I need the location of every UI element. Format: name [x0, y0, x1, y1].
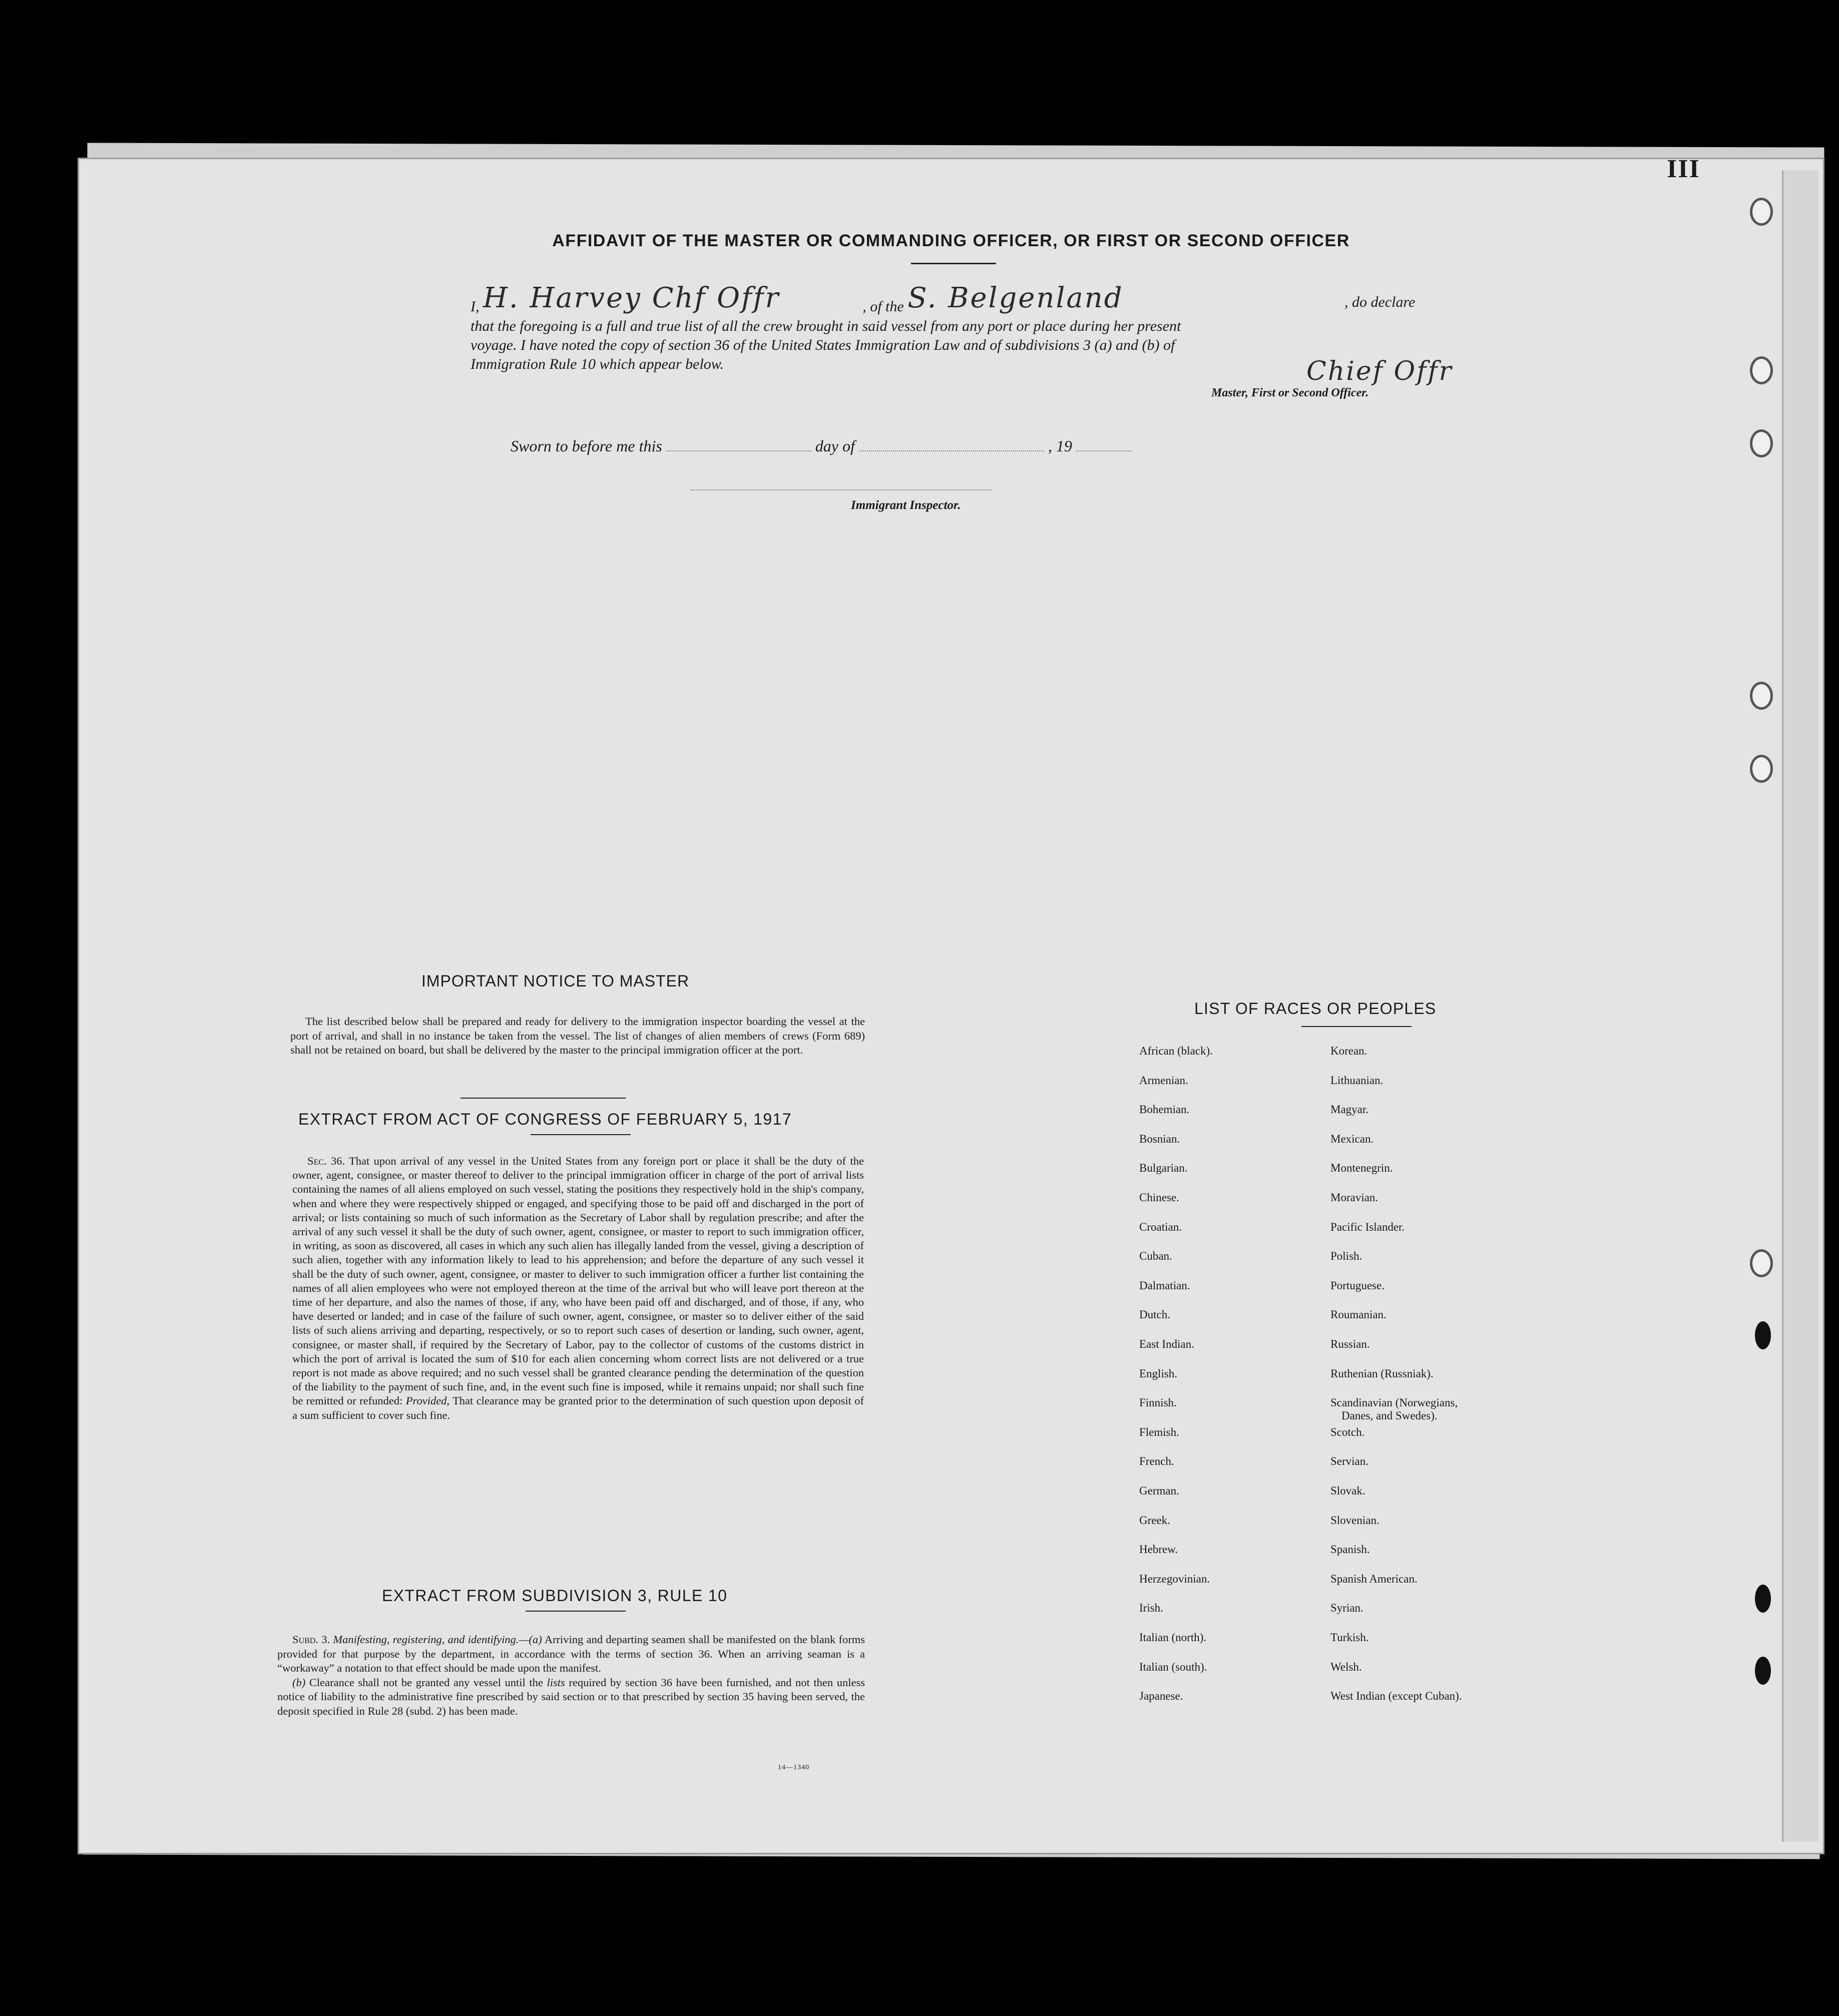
race-item: Welsh. [1330, 1660, 1362, 1673]
sworn-year: , 19 [1048, 437, 1072, 455]
race-item: Servian. [1330, 1455, 1369, 1468]
race-item: East Indian. [1139, 1338, 1194, 1350]
binder-hole-icon [1755, 1657, 1771, 1685]
extract-act-title: EXTRACT FROM ACT OF CONGRESS OF FEBRUARY 5, 1917 [298, 1110, 792, 1128]
race-item: Syrian. [1330, 1602, 1363, 1615]
race-item: Scandinavian (Norwegians, [1330, 1396, 1458, 1409]
rule-10-text [277, 1633, 865, 1718]
notice-text: The list described below shall be prepared and ready for delivery to the immigration inspector boarding the vessel at the port of arrival, and shall in no instance be taken from the vessel. The list of changes of alien members of crews (Form 689) shall not be retained on board, but shall be delivered by the master to the principal immigration officer at the port. [290, 1015, 865, 1056]
race-item: Pacific Islander. [1330, 1220, 1405, 1233]
declaration-line-2: that the foregoing is a full and true list of all the crew brought in said vessel from any port or place during her present [471, 318, 1181, 334]
section-36-text [292, 1154, 864, 1422]
inspector-caption: Immigrant Inspector. [851, 498, 961, 512]
binder-hole-icon [1750, 429, 1773, 457]
race-item: Magyar. [1330, 1103, 1369, 1116]
race-item: Italian (north). [1139, 1631, 1207, 1644]
race-item: French. [1139, 1455, 1174, 1468]
race-item: Chinese. [1139, 1191, 1179, 1204]
race-item: Slovenian. [1330, 1514, 1380, 1527]
race-item: Flemish. [1139, 1425, 1179, 1438]
vessel-name: S. Belgenland [907, 282, 1124, 314]
race-item: Bulgarian. [1139, 1162, 1188, 1175]
race-item: Korean. [1330, 1045, 1367, 1057]
binder-hole-icon [1750, 356, 1773, 384]
para-b-text-2: required by section 36 have been furnished, and not then unless notice of liability to the administrative fine prescribed by said section or to that prescribed by section 35 having been served, the deposit specified in Rule 28 (subd. 2) has been made. [277, 1676, 865, 1717]
declaration-line-4: Immigration Rule 10 which appear below. [471, 356, 724, 372]
binder-hole-icon [1750, 198, 1773, 226]
para-b-text-1: Clearance shall not be granted any vessel until the [309, 1676, 543, 1689]
race-item: Portuguese. [1330, 1279, 1385, 1292]
race-item: Slovak. [1330, 1484, 1365, 1497]
race-item: Croatian. [1139, 1220, 1182, 1233]
extract-rule-title: EXTRACT FROM SUBDIVISION 3, RULE 10 [382, 1587, 728, 1605]
binder-hole-icon [1755, 1321, 1771, 1349]
do-declare-label: , do declare [1344, 294, 1416, 310]
race-item: English. [1139, 1367, 1178, 1380]
race-item: Roumanian. [1330, 1308, 1387, 1321]
manifest-page [78, 158, 1824, 1854]
race-item: Mexican. [1330, 1132, 1374, 1145]
proviso-label: Provided, [405, 1394, 450, 1407]
para-b-label: (b) [292, 1676, 306, 1689]
race-item: Danes, and Swedes). [1341, 1409, 1438, 1422]
sworn-line [511, 437, 1131, 455]
race-item: Ruthenian (Russniak). [1330, 1367, 1434, 1380]
race-item: Italian (south). [1139, 1660, 1207, 1673]
section-label: Sec. 36. [307, 1155, 345, 1167]
race-item: Cuban. [1139, 1250, 1172, 1263]
race-item: West Indian (except Cuban). [1330, 1690, 1462, 1703]
binder-hole-icon [1750, 682, 1773, 710]
race-item: German. [1139, 1484, 1179, 1497]
divider [531, 1134, 631, 1135]
races-title: LIST OF RACES OR PEOPLES [1194, 999, 1437, 1018]
prefix-i: I, [471, 298, 480, 315]
race-item: Turkish. [1330, 1631, 1369, 1644]
race-item: Lithuanian. [1330, 1074, 1384, 1087]
declaration-line-3: voyage. I have noted the copy of section 36 of the United States Immigration Law and of subdivisions 3 (a) and (b) of [471, 337, 1175, 353]
divider [461, 1098, 626, 1099]
race-item: Irish. [1139, 1602, 1163, 1615]
affidavit-title: AFFIDAVIT OF THE MASTER OR COMMANDING OFFICER, OR FIRST OR SECOND OFFICER [552, 231, 1350, 250]
signature-caption: Master, First or Second Officer. [1211, 386, 1369, 399]
race-item: Dutch. [1139, 1308, 1170, 1321]
page-mark: III [1667, 155, 1700, 183]
race-item: Spanish American. [1330, 1572, 1418, 1585]
officer-signature: Chief Offr [1306, 356, 1453, 386]
race-item: Montenegrin. [1330, 1162, 1393, 1175]
race-item: Dalmatian. [1139, 1279, 1190, 1292]
para-b-lists: lists [547, 1676, 565, 1689]
para-a-text: Arriving and departing seamen shall be manifested on the blank forms provided for that purpose by the department, in accordance with the terms of section 36. When an arriving seaman is a “workaway” a notation to that effect should be made upon the manifest. [277, 1633, 865, 1674]
divider [1301, 1026, 1412, 1027]
sworn-prefix: Sworn to before me this [511, 437, 662, 455]
race-item: Japanese. [1139, 1690, 1183, 1703]
binder-hole-icon [1750, 755, 1773, 783]
race-item: Scotch. [1330, 1425, 1365, 1438]
page-edge [1782, 170, 1818, 1842]
race-item: Polish. [1330, 1250, 1362, 1263]
race-item: Bosnian. [1139, 1132, 1180, 1145]
form-number: 14—1340 [778, 1764, 809, 1771]
inspector-signature-line [691, 489, 991, 490]
race-item: Finnish. [1139, 1396, 1177, 1409]
subd-label: Subd. 3. [292, 1633, 330, 1646]
section-body: That upon arrival of any vessel in the United States from any foreign port or place it shall be the duty of the owner, agent, consignee, or master thereof to deliver to the principal immigration officer in charge of the port of arrival lists containing the names of all aliens employed on such vessel, stating the positions they respectively hold in the ship's company, when and where they were respectively shipped or engaged, and specifying those to be paid off and discharged in the port of arrival; or lists containing so much of such information as the Secretary of Labor shall by regulation prescribe; and after the arrival of any such vessel it shall be the duty of such owner, agent, consignee, or master to report to such immigration officer, in writing, as soon as discovered, all cases in which any such alien has illegally landed from the vessel, giving a description of such alien, together with any information likely to lead to his apprehension; and before the departure of any such vessel it shall be the duty of such owner, agent, consignee, or master to deliver to such immigration officer a further list containing the names of all alien employees who were not employed thereon at the time of the arrival but who will leave port thereon at the time of her departure, and also the names of those, if any, who have been paid off and discharged, and of those, if any, who have deserted or landed; and in case of the failure of such owner, agent, consignee, or master so to deliver either of the said lists of such aliens arriving and departing, respectively, or so to report such cases of desertion or landing, such owner, agent, consignee, or master shall, if required by the Secretary of Labor, pay to the collector of customs of the customs district in which the port of arrival is located the sum of $10 for each alien concerning whom correct lists are not delivered or a true report is not made as above required; and no such vessel shall be granted clearance pending the determination of the question of the liability to the payment of such fine, and, in the event such fine is imposed, while it remains unpaid; nor shall such fine be remitted or refunded: [292, 1155, 864, 1407]
proviso-text: That clearance may be granted prior to the determination of such question upon deposit of a sum sufficient to cover such fine. [292, 1394, 864, 1421]
race-item: Greek. [1139, 1514, 1170, 1527]
race-item: Hebrew. [1139, 1543, 1178, 1556]
divider [911, 263, 996, 264]
binder-hole-icon [1755, 1585, 1771, 1613]
divider [526, 1611, 626, 1612]
sworn-day: day of [815, 437, 855, 455]
binder-hole-icon [1750, 1249, 1773, 1277]
race-item: Russian. [1330, 1338, 1370, 1350]
race-item: African (black). [1139, 1045, 1213, 1057]
race-item: Bohemian. [1139, 1103, 1190, 1116]
race-item: Herzegovinian. [1139, 1572, 1210, 1585]
notice-body [290, 1015, 865, 1058]
race-item: Spanish. [1330, 1543, 1370, 1556]
of-the-label: , of the [862, 298, 904, 315]
para-a-label: —(a) [519, 1633, 542, 1646]
master-name: H. Harvey Chf Offr [483, 282, 780, 314]
subd-heading: Manifesting, registering, and identifying. [333, 1633, 519, 1646]
notice-title: IMPORTANT NOTICE TO MASTER [421, 972, 690, 990]
race-item: Armenian. [1139, 1074, 1188, 1087]
race-item: Moravian. [1330, 1191, 1378, 1204]
